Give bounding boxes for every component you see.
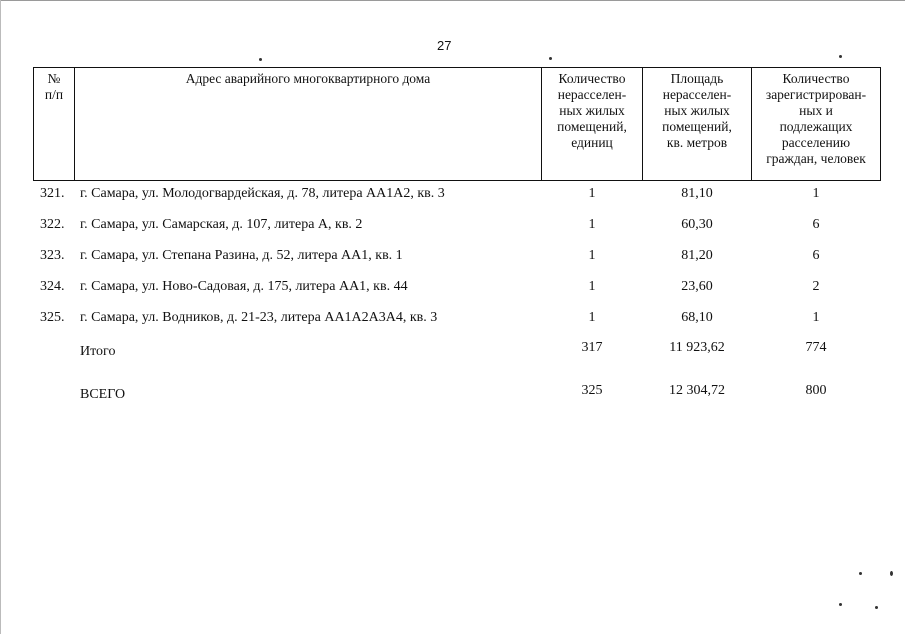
subtotal-row <box>0 340 905 360</box>
row-residents: 6 <box>812 217 820 232</box>
header-cell-num <box>34 68 75 181</box>
row-address: г. Самара, ул. Водников, д. 21-23, литера АА1А2А3А4, кв. 3 <box>80 310 438 325</box>
header-row <box>34 68 881 181</box>
row-count: 1 <box>588 186 596 201</box>
page-number: 27 <box>437 38 452 53</box>
header-residents-text: Количество зарегистрирован- ных и подлежащих расселению граждан, человек <box>765 71 867 166</box>
total-count: 325 <box>581 383 603 398</box>
table-header <box>33 67 881 181</box>
total-row <box>0 383 905 403</box>
row-area: 81,10 <box>681 186 713 201</box>
row-count: 1 <box>588 310 596 325</box>
scan-edge-top <box>0 0 905 1</box>
header-cell-count <box>542 68 643 181</box>
row-residents: 6 <box>812 248 820 263</box>
scan-speck <box>839 55 842 58</box>
scan-speck <box>549 57 552 60</box>
scan-speck <box>259 58 262 61</box>
table-row <box>0 310 905 330</box>
total-residents: 800 <box>805 383 827 398</box>
scan-speck <box>875 606 878 609</box>
row-residents: 1 <box>812 186 820 201</box>
row-area: 81,20 <box>681 248 713 263</box>
row-count: 1 <box>588 248 596 263</box>
row-area: 60,30 <box>681 217 713 232</box>
total-area: 12 304,72 <box>669 383 725 398</box>
subtotal-count: 317 <box>581 340 603 355</box>
row-number: 323. <box>40 248 65 263</box>
scan-speck <box>839 603 842 606</box>
subtotal-residents: 774 <box>805 340 827 355</box>
row-address: г. Самара, ул. Степана Разина, д. 52, литера АА1, кв. 1 <box>80 248 403 263</box>
subtotal-label: Итого <box>80 344 116 359</box>
row-count: 1 <box>588 217 596 232</box>
table-row <box>0 186 905 206</box>
header-cell-residents <box>752 68 881 181</box>
row-number: 324. <box>40 279 65 294</box>
header-count-text: Количество нерасселен- ных жилых помещений, единиц <box>557 71 627 150</box>
row-area: 68,10 <box>681 310 713 325</box>
row-area: 23,60 <box>681 279 713 294</box>
row-residents: 2 <box>812 279 820 294</box>
total-label: ВСЕГО <box>80 387 126 402</box>
header-area-text: Площадь нерасселен- ных жилых помещений, кв. метров <box>662 71 732 150</box>
scan-speck <box>890 571 893 576</box>
table-row <box>0 279 905 299</box>
table-row <box>0 248 905 268</box>
row-address: г. Самара, ул. Самарская, д. 107, литера А, кв. 2 <box>80 217 363 232</box>
row-residents: 1 <box>812 310 820 325</box>
row-number: 322. <box>40 217 65 232</box>
table-row <box>0 217 905 237</box>
subtotal-area: 11 923,62 <box>669 340 725 355</box>
header-cell-address <box>75 68 542 181</box>
header-cell-area <box>643 68 752 181</box>
header-address-text: Адрес аварийного многоквартирного дома <box>185 71 431 86</box>
scan-speck <box>859 572 862 575</box>
header-num-text: № п/п <box>44 71 64 102</box>
row-address: г. Самара, ул. Ново-Садовая, д. 175, литера АА1, кв. 44 <box>80 279 408 294</box>
row-number: 321. <box>40 186 65 201</box>
row-count: 1 <box>588 279 596 294</box>
row-address: г. Самара, ул. Молодогвардейская, д. 78, литера АА1А2, кв. 3 <box>80 186 445 201</box>
row-number: 325. <box>40 310 65 325</box>
